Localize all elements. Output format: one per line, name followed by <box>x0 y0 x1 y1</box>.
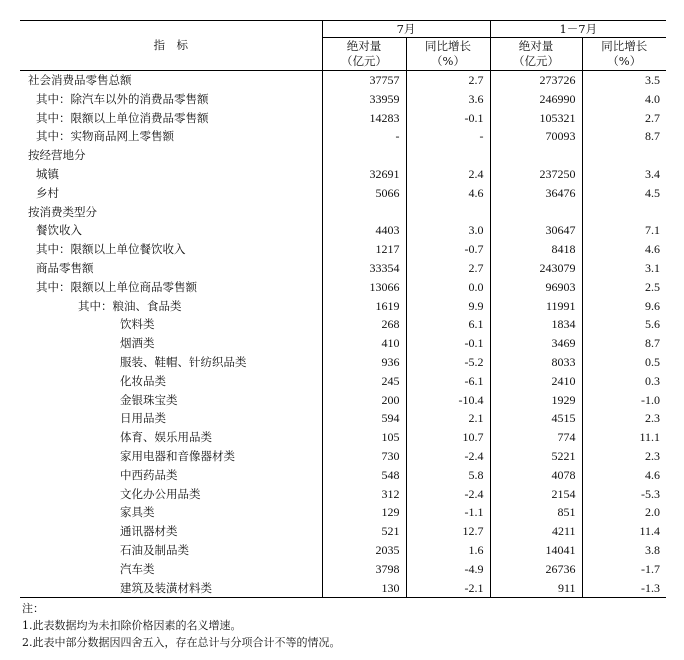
cell-m-yoy: -2.4 <box>406 485 490 504</box>
cell-c-yoy: 3.5 <box>582 71 666 90</box>
row-label: 日用品类 <box>120 411 166 426</box>
cell-c-abs: 774 <box>490 428 582 447</box>
cell-c-abs: 96903 <box>490 278 582 297</box>
cell-m-abs: 200 <box>322 391 406 410</box>
cell-c-yoy: 0.5 <box>582 353 666 372</box>
row-label: 其中：实物商品网上零售额 <box>36 129 174 144</box>
cell-m-abs: 730 <box>322 447 406 466</box>
cell-c-abs: 273726 <box>490 71 582 90</box>
cell-c-abs <box>490 203 582 222</box>
cum-abs-header <box>490 38 582 71</box>
cell-c-abs: 8418 <box>490 240 582 259</box>
cell-c-yoy: 2.3 <box>582 447 666 466</box>
cell-m-abs: - <box>322 127 406 146</box>
row-label: 家具类 <box>120 505 155 520</box>
table-row <box>20 466 666 485</box>
table-row <box>20 372 666 391</box>
cell-m-abs: 14283 <box>322 109 406 128</box>
table-row <box>20 146 666 165</box>
month-abs-header <box>322 38 406 71</box>
cell-m-yoy: 6.1 <box>406 315 490 334</box>
cell-c-abs: 246990 <box>490 90 582 109</box>
cell-c-yoy: 11.4 <box>582 522 666 541</box>
table-row <box>20 240 666 259</box>
period-month-header: 7月 <box>322 21 490 38</box>
cell-m-yoy: 0.0 <box>406 278 490 297</box>
cell-m-yoy: -0.7 <box>406 240 490 259</box>
cell-c-yoy: -1.7 <box>582 560 666 579</box>
cell-c-abs: 4515 <box>490 409 582 428</box>
row-label: 化妆品类 <box>120 373 166 388</box>
cell-c-yoy: 3.8 <box>582 541 666 560</box>
cell-c-yoy: -1.3 <box>582 579 666 598</box>
cell-c-yoy: 4.6 <box>582 466 666 485</box>
cell-c-abs: 2410 <box>490 372 582 391</box>
row-label: 城镇 <box>36 166 59 181</box>
cell-m-yoy: 2.7 <box>406 259 490 278</box>
cell-m-abs: 33354 <box>322 259 406 278</box>
table-row <box>20 71 666 90</box>
cell-c-abs: 5221 <box>490 447 582 466</box>
abs-label: 绝对量 <box>518 39 554 53</box>
cell-m-yoy: -10.4 <box>406 391 490 410</box>
cell-m-yoy: 3.0 <box>406 221 490 240</box>
table-row <box>20 221 666 240</box>
cell-c-abs: 243079 <box>490 259 582 278</box>
row-label: 其中：除汽车以外的消费品零售额 <box>36 91 209 106</box>
indicator-header: 指 标 <box>20 21 322 71</box>
cell-c-yoy: 9.6 <box>582 297 666 316</box>
cell-c-abs: 4211 <box>490 522 582 541</box>
row-label: 建筑及装潢材料类 <box>20 579 322 598</box>
cell-m-yoy: 9.9 <box>406 297 490 316</box>
cell-m-yoy: 4.6 <box>406 184 490 203</box>
cell-m-abs: 33959 <box>322 90 406 109</box>
table-row <box>20 353 666 372</box>
table-row <box>20 522 666 541</box>
cell-c-yoy: 8.7 <box>582 127 666 146</box>
cell-c-abs: 105321 <box>490 109 582 128</box>
cell-c-yoy: 2.3 <box>582 409 666 428</box>
table-row <box>20 447 666 466</box>
cell-m-yoy: 12.7 <box>406 522 490 541</box>
cell-c-abs: 237250 <box>490 165 582 184</box>
cell-m-yoy: -2.4 <box>406 447 490 466</box>
cell-m-abs: 521 <box>322 522 406 541</box>
cell-c-yoy: 11.1 <box>582 428 666 447</box>
cell-m-abs: 130 <box>322 579 406 598</box>
cell-m-abs: 936 <box>322 353 406 372</box>
row-label: 服装、鞋帽、针纺织品类 <box>120 354 247 369</box>
row-label: 通讯器材类 <box>120 524 178 539</box>
table-row <box>20 391 666 410</box>
cell-c-abs: 2154 <box>490 485 582 504</box>
cell-m-abs: 1619 <box>322 297 406 316</box>
table-row <box>20 278 666 297</box>
cell-c-abs: 851 <box>490 503 582 522</box>
table-row <box>20 334 666 353</box>
cell-m-abs: 312 <box>322 485 406 504</box>
cell-m-abs <box>322 146 406 165</box>
note-2: 2.此表中部分数据因四舍五入，存在总计与分项合计不等的情况。 <box>22 636 341 649</box>
cell-m-abs: 268 <box>322 315 406 334</box>
row-label: 体育、娱乐用品类 <box>120 430 212 445</box>
cell-c-abs: 4078 <box>490 466 582 485</box>
cell-c-abs: 8033 <box>490 353 582 372</box>
cell-m-yoy: 3.6 <box>406 90 490 109</box>
row-label: 其中：限额以上单位商品零售额 <box>36 279 197 294</box>
cell-m-abs: 129 <box>322 503 406 522</box>
abs-unit: （亿元） <box>513 54 560 68</box>
yoy-label: 同比增长 <box>601 39 648 53</box>
table-body <box>20 71 666 598</box>
cell-m-yoy: 2.1 <box>406 409 490 428</box>
table-row <box>20 579 666 598</box>
row-label: 家用电器和音像器材类 <box>120 448 235 463</box>
footnotes <box>22 600 341 651</box>
cell-m-yoy: -0.1 <box>406 109 490 128</box>
cell-c-abs <box>490 146 582 165</box>
cell-m-abs: 245 <box>322 372 406 391</box>
cum-yoy-header <box>582 38 666 71</box>
cell-m-abs: 4403 <box>322 221 406 240</box>
cell-m-abs: 2035 <box>322 541 406 560</box>
table-row <box>20 485 666 504</box>
row-label: 文化办公用品类 <box>120 486 201 501</box>
cell-c-yoy: 2.0 <box>582 503 666 522</box>
cell-c-abs: 911 <box>490 579 582 598</box>
row-label: 其中：限额以上单位餐饮收入 <box>36 242 186 257</box>
table-row <box>20 127 666 146</box>
cell-m-yoy: 1.6 <box>406 541 490 560</box>
cell-m-yoy: -1.1 <box>406 503 490 522</box>
table-row <box>20 315 666 334</box>
table-row <box>20 541 666 560</box>
cell-c-abs: 14041 <box>490 541 582 560</box>
row-label: 饮料类 <box>120 317 155 332</box>
cell-m-abs: 410 <box>322 334 406 353</box>
cell-c-yoy <box>582 203 666 222</box>
row-label: 按消费类型分 <box>28 204 97 219</box>
cell-c-abs: 11991 <box>490 297 582 316</box>
abs-label: 绝对量 <box>346 39 382 53</box>
cell-m-abs: 548 <box>322 466 406 485</box>
cell-c-abs: 70093 <box>490 127 582 146</box>
row-label: 社会消费品零售总额 <box>28 73 132 87</box>
cell-m-abs: 13066 <box>322 278 406 297</box>
notes-title: 注： <box>22 602 44 615</box>
cell-m-yoy: -0.1 <box>406 334 490 353</box>
row-label: 按经营地分 <box>28 148 86 163</box>
row-label: 其中：限额以上单位消费品零售额 <box>36 110 209 125</box>
row-label: 中西药品类 <box>120 467 178 482</box>
table-row <box>20 184 666 203</box>
cell-c-abs: 3469 <box>490 334 582 353</box>
cell-c-yoy: -5.3 <box>582 485 666 504</box>
cell-m-abs: 37757 <box>322 71 406 90</box>
cell-m-yoy: 2.7 <box>406 71 490 90</box>
table-row <box>20 259 666 278</box>
table-row <box>20 203 666 222</box>
period-cumulative-header: 1－7月 <box>490 21 666 38</box>
cell-c-yoy: 0.3 <box>582 372 666 391</box>
table-row <box>20 297 666 316</box>
table-header <box>20 21 666 71</box>
cell-m-yoy: 5.8 <box>406 466 490 485</box>
note-1: 1.此表数据均为未扣除价格因素的名义增速。 <box>22 619 242 632</box>
table-row <box>20 503 666 522</box>
yoy-label: 同比增长 <box>425 39 471 53</box>
row-label: 烟酒类 <box>120 336 155 351</box>
cell-c-yoy: 4.0 <box>582 90 666 109</box>
cell-m-abs: 5066 <box>322 184 406 203</box>
cell-m-yoy: -5.2 <box>406 353 490 372</box>
row-label: 汽车类 <box>120 561 155 576</box>
abs-unit: （亿元） <box>341 54 387 68</box>
cell-m-yoy <box>406 203 490 222</box>
cell-m-abs: 594 <box>322 409 406 428</box>
table-row <box>20 165 666 184</box>
cell-c-yoy <box>582 146 666 165</box>
row-label: 乡村 <box>36 185 59 200</box>
cell-c-abs: 1929 <box>490 391 582 410</box>
cell-c-yoy: -1.0 <box>582 391 666 410</box>
yoy-unit: （%） <box>431 54 465 68</box>
month-yoy-header <box>406 38 490 71</box>
table-row <box>20 428 666 447</box>
cell-m-yoy: - <box>406 127 490 146</box>
cell-m-yoy <box>406 146 490 165</box>
cell-m-yoy: 10.7 <box>406 428 490 447</box>
row-label: 商品零售额 <box>36 260 94 275</box>
cell-c-yoy: 5.6 <box>582 315 666 334</box>
cell-c-abs: 1834 <box>490 315 582 334</box>
cell-c-yoy: 2.5 <box>582 278 666 297</box>
table-row <box>20 90 666 109</box>
row-label: 石油及制品类 <box>120 542 189 557</box>
yoy-unit: （%） <box>607 54 642 68</box>
cell-c-abs: 30647 <box>490 221 582 240</box>
table-row <box>20 560 666 579</box>
cell-c-abs: 26736 <box>490 560 582 579</box>
cell-m-abs: 1217 <box>322 240 406 259</box>
cell-c-yoy: 3.1 <box>582 259 666 278</box>
cell-m-abs <box>322 203 406 222</box>
cell-c-yoy: 2.7 <box>582 109 666 128</box>
cell-c-yoy: 4.5 <box>582 184 666 203</box>
cell-c-yoy: 8.7 <box>582 334 666 353</box>
cell-m-yoy: -6.1 <box>406 372 490 391</box>
row-label: 餐饮收入 <box>36 223 82 238</box>
cell-c-abs: 36476 <box>490 184 582 203</box>
row-label: 其中：粮油、食品类 <box>78 298 182 313</box>
cell-m-abs: 105 <box>322 428 406 447</box>
cell-m-yoy: 2.4 <box>406 165 490 184</box>
cell-m-abs: 32691 <box>322 165 406 184</box>
cell-m-yoy: -4.9 <box>406 560 490 579</box>
table-row <box>20 409 666 428</box>
table-row <box>20 109 666 128</box>
cell-m-abs: 3798 <box>322 560 406 579</box>
retail-sales-table-container <box>20 20 666 598</box>
cell-c-yoy: 3.4 <box>582 165 666 184</box>
retail-sales-table <box>20 20 666 598</box>
row-label: 金银珠宝类 <box>120 392 178 407</box>
cell-c-yoy: 7.1 <box>582 221 666 240</box>
cell-m-yoy: -2.1 <box>406 579 490 598</box>
cell-c-yoy: 4.6 <box>582 240 666 259</box>
